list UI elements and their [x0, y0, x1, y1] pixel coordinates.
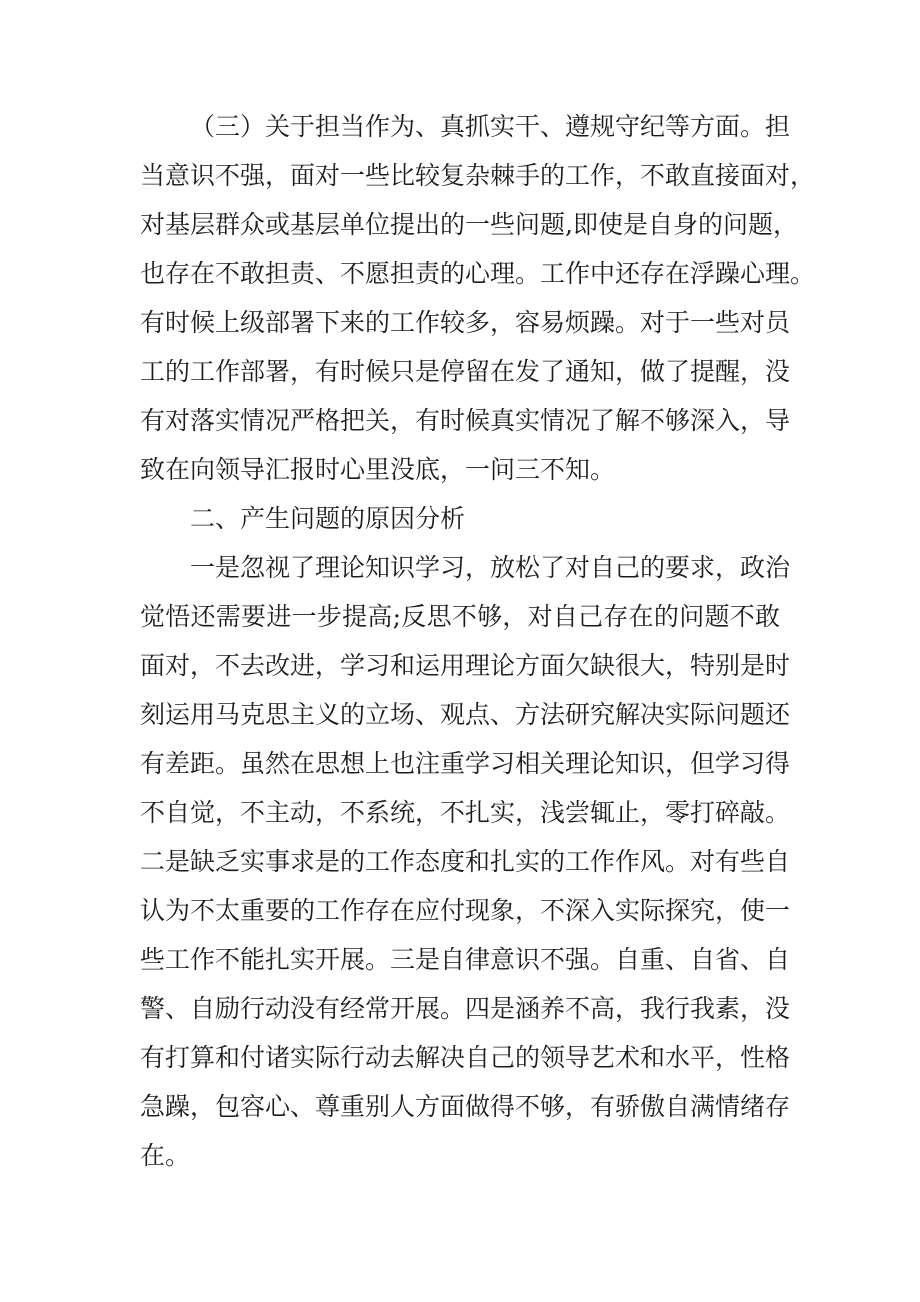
section-heading: 二、产生问题的原因分析 — [190, 504, 466, 533]
paragraph-line: 刻运用马克思主义的立场、观点、方法研究解决实际问题还 — [140, 700, 791, 729]
paragraph-line: 在。 — [140, 1141, 191, 1170]
paragraph-line: 不自觉，不主动，不系统，不扎实，浅尝辄止，零打碎敲。 — [140, 798, 791, 827]
paragraph-line: 有对落实情况严格把关，有时候真实情况了解不够深入，导 — [140, 406, 791, 435]
paragraph-line: （三）关于担当作为、真抓实干、遵规守纪等方面。担 — [190, 112, 791, 141]
paragraph-line: 工的工作部署，有时候只是停留在发了通知，做了提醒，没 — [140, 357, 791, 386]
paragraph-line: 致在向领导汇报时心里没底，一问三不知。 — [140, 455, 616, 484]
paragraph-line: 急躁，包容心、尊重别人方面做得不够，有骄傲自满情绪存 — [140, 1092, 791, 1121]
paragraph-line: 也存在不敢担责、不愿担责的心理。工作中还存在浮躁心理。 — [140, 259, 816, 288]
paragraph-line: 二是缺乏实事求是的工作态度和扎实的工作作风。对有些自 — [140, 847, 791, 876]
paragraph-line: 警、自励行动没有经常开展。四是涵养不高，我行我素，没 — [140, 994, 791, 1023]
paragraph-line: 些工作不能扎实开展。三是自律意识不强。自重、自省、自 — [140, 945, 791, 974]
paragraph-line: 一是忽视了理论知识学习，放松了对自己的要求，政治 — [190, 553, 791, 582]
paragraph-line: 对基层群众或基层单位提出的一些问题,即使是自身的问题， — [140, 210, 798, 239]
paragraph-line: 觉悟还需要进一步提高;反思不够，对自己存在的问题不敢 — [140, 602, 780, 631]
paragraph-line: 有时候上级部署下来的工作较多，容易烦躁。对于一些对员 — [140, 308, 791, 337]
paragraph-line: 有差距。虽然在思想上也注重学习相关理论知识，但学习得 — [140, 749, 791, 778]
paragraph-line: 认为不太重要的工作存在应付现象，不深入实际探究，使一 — [140, 896, 791, 925]
paragraph-line: 面对，不去改进，学习和运用理论方面欠缺很大，特别是时 — [140, 651, 791, 680]
paragraph-line: 当意识不强，面对一些比较复杂棘手的工作，不敢直接面对， — [140, 161, 816, 190]
paragraph-line: 有打算和付诸实际行动去解决自己的领导艺术和水平，性格 — [140, 1043, 791, 1072]
